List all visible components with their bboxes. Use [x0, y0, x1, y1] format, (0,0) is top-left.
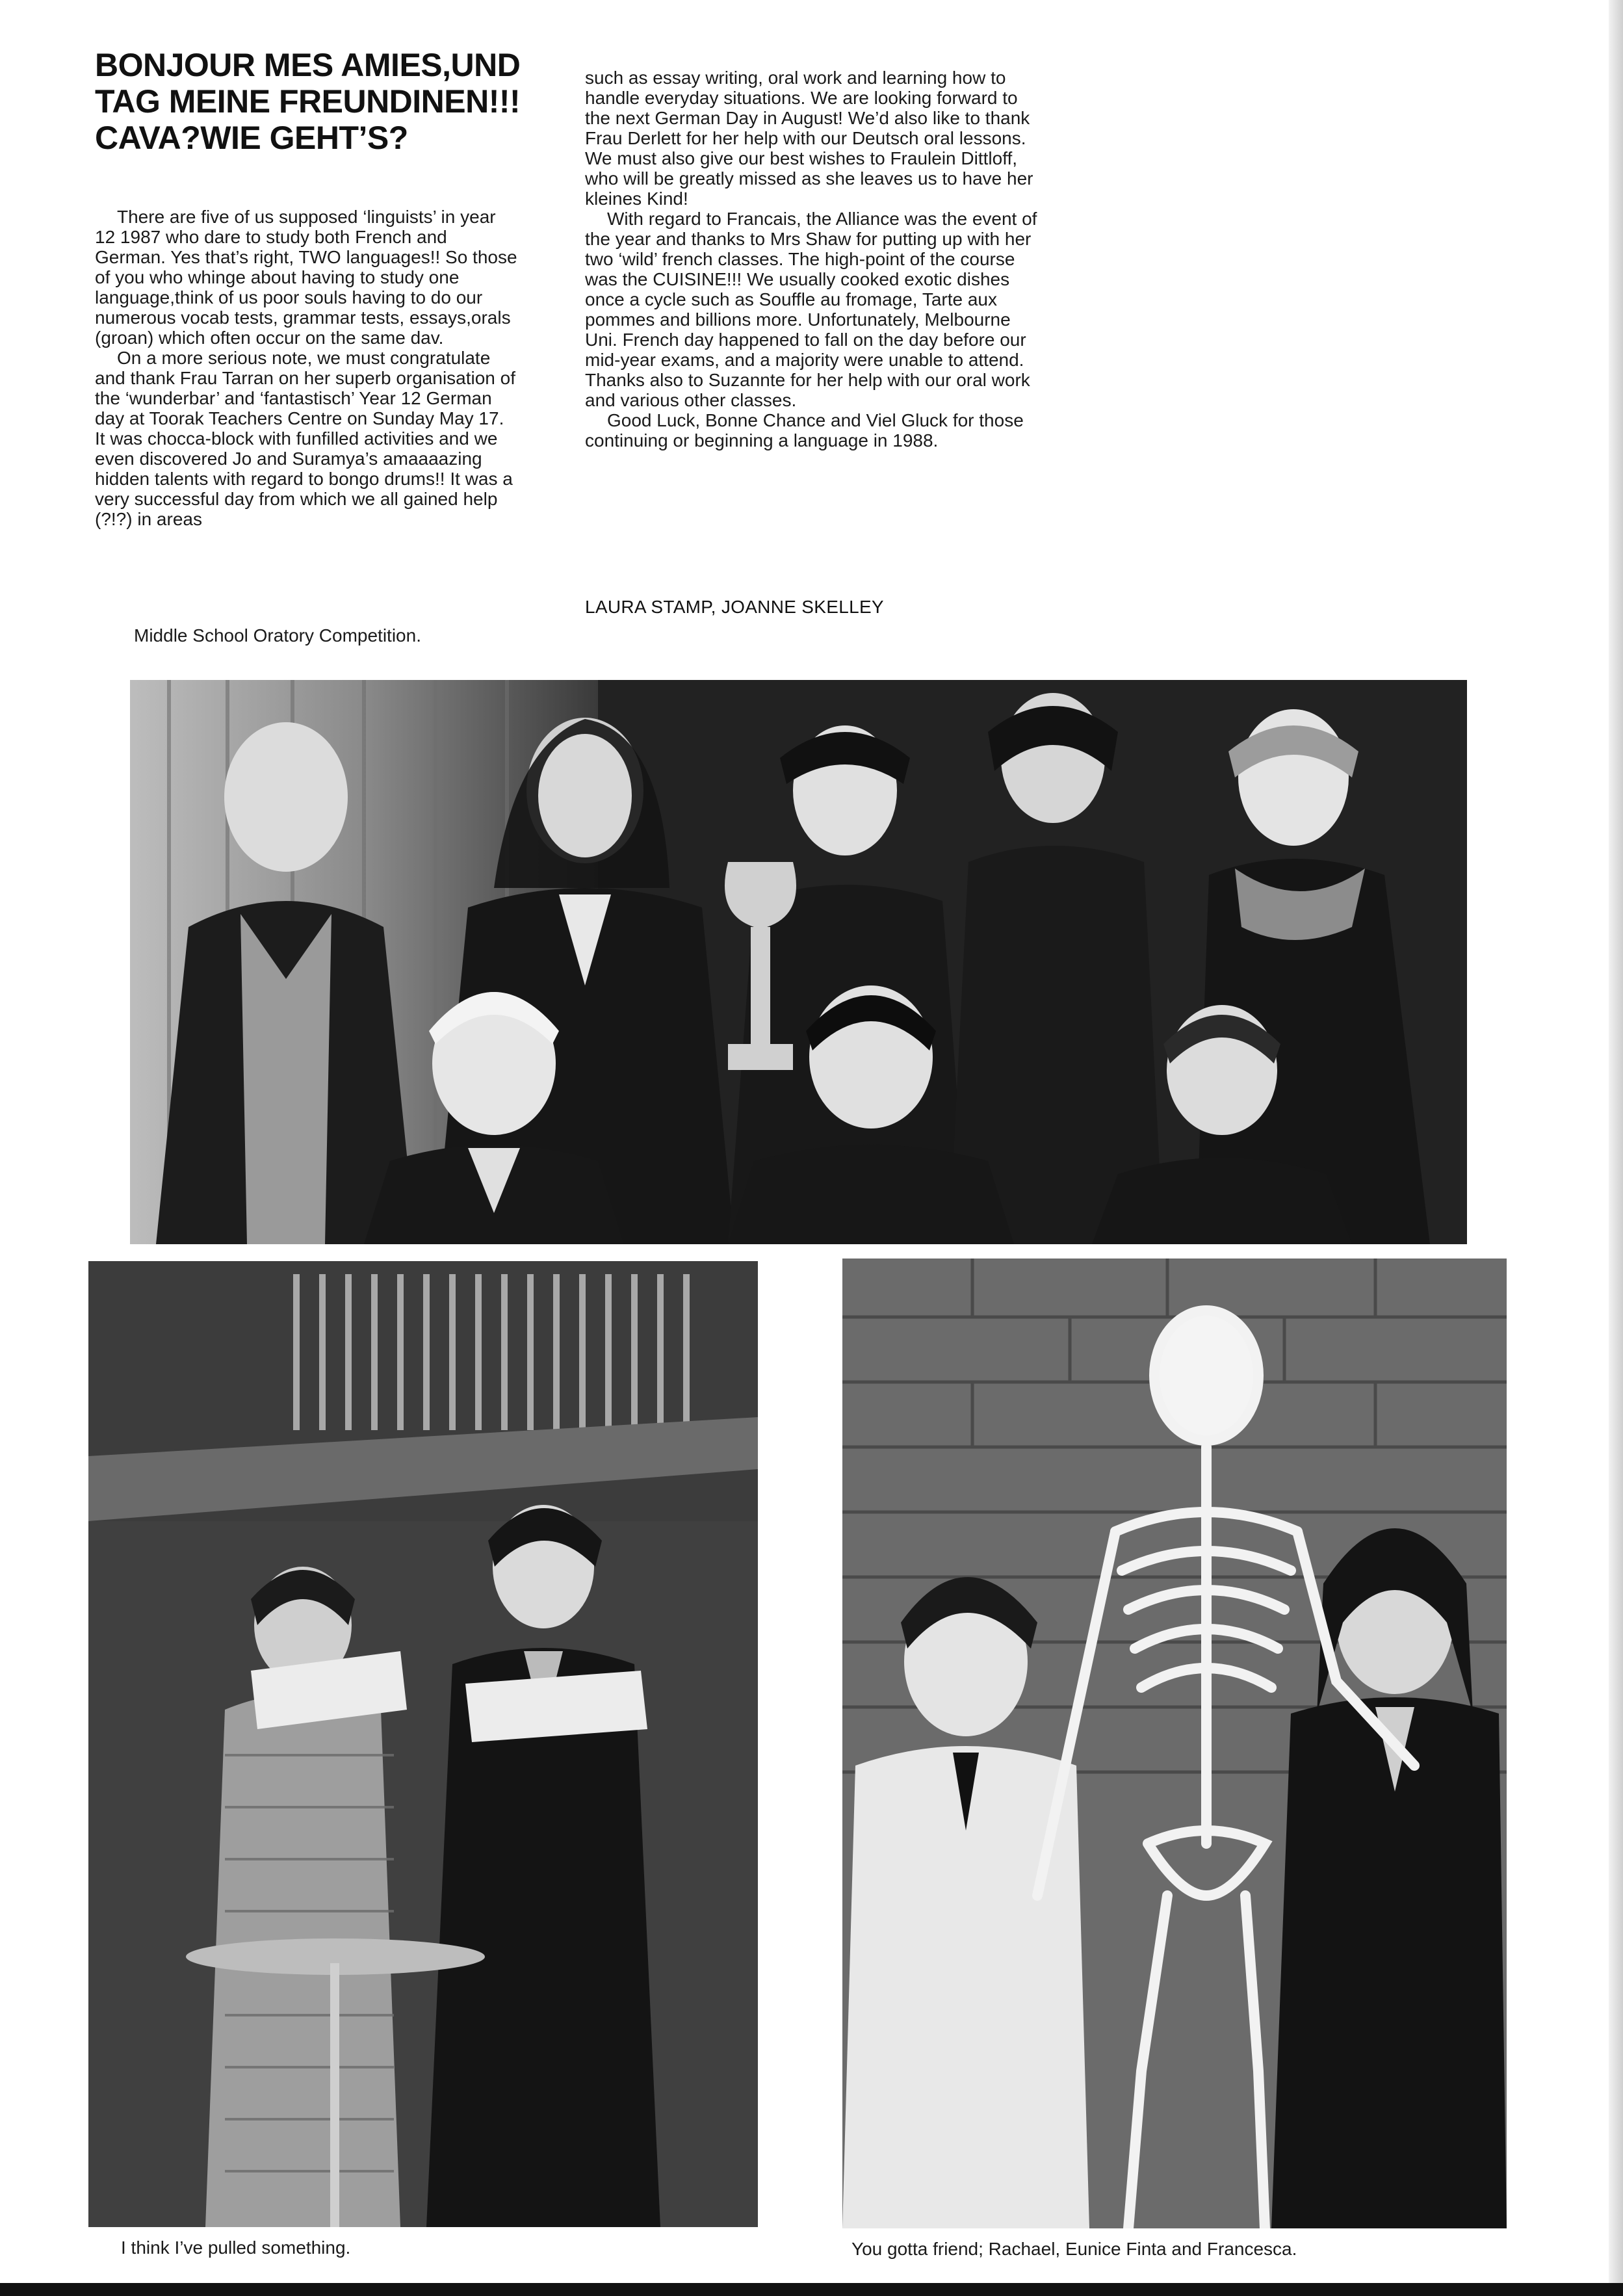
- paragraph-4: With regard to Francais, the Alliance was the event of the year and thanks to Mrs Shaw for putting up with her two ‘wild’ french classes. The high-point of the course was the CUISINE!!! We usually cooked exotic dishes once a cycle such as Souffle au fromage, Tarte aux pommes and billions more. Unfortunately, Melbourne Uni. French day happened to fall on the day before our mid-year exams, and a majority were unable to attend. Thanks also to Suzannte for her help with our oral work and various other classes.: [585, 209, 1037, 410]
- bongo-drums-photo: [88, 1261, 758, 2227]
- paragraph-3: such as essay writing, oral work and learning how to handle everyday situations. We are looking forward to the next German Day in August! We’d also like to thank Frau Derlett for her help with our Deutsch oral lessons. We must also give our best wishes to Fraulein Dittloff, who will be greatly missed as she leaves us to have her kleines Kind!: [585, 68, 1033, 209]
- article-right-column: [585, 68, 1040, 450]
- article-signature: LAURA STAMP, JOANNE SKELLEY: [585, 597, 884, 617]
- article-headline: BONJOUR MES AMIES,UND TAG MEINE FREUNDINEN!!! CAVA?WIE GEHT’S?: [95, 47, 521, 156]
- bottom-right-photo-caption: You gotta friend; Rachael, Eunice Finta and Francesca.: [851, 2239, 1297, 2259]
- top-photo-caption: Middle School Oratory Competition.: [134, 625, 421, 646]
- paragraph-5: Good Luck, Bonne Chance and Viel Gluck for those continuing or beginning a language in 1988.: [585, 410, 1024, 450]
- oratory-group-photo: [130, 680, 1467, 1244]
- scan-bottom-border: [0, 2283, 1623, 2296]
- scan-edge-shadow: [1609, 0, 1623, 2296]
- article-left-column: [95, 207, 517, 529]
- skeleton-photo: [842, 1259, 1507, 2228]
- paragraph-1: There are five of us supposed ‘linguists’ in year 12 1987 who dare to study both French and German. Yes that’s right, TWO languages!! So those of you who whinge about having to study one language,think of us poor souls having to do our numerous vocab tests, grammar tests, essays,orals (groan) which often occur on the same dav.: [95, 207, 517, 348]
- paragraph-2: On a more serious note, we must congratulate and thank Frau Tarran on her superb organisation of the ‘wunderbar’ and ‘fantastisch’ Year 12 German day at Toorak Teachers Centre on Sunday May 17. It was chocca-block with funfilled activities and we even discovered Jo and Suramya’s amaaaazing hidden talents with regard to bongo drums!! It was a very successful day from which we all gained help (?!?) in areas: [95, 348, 516, 529]
- bottom-left-photo-caption: I think I’ve pulled something.: [121, 2237, 351, 2258]
